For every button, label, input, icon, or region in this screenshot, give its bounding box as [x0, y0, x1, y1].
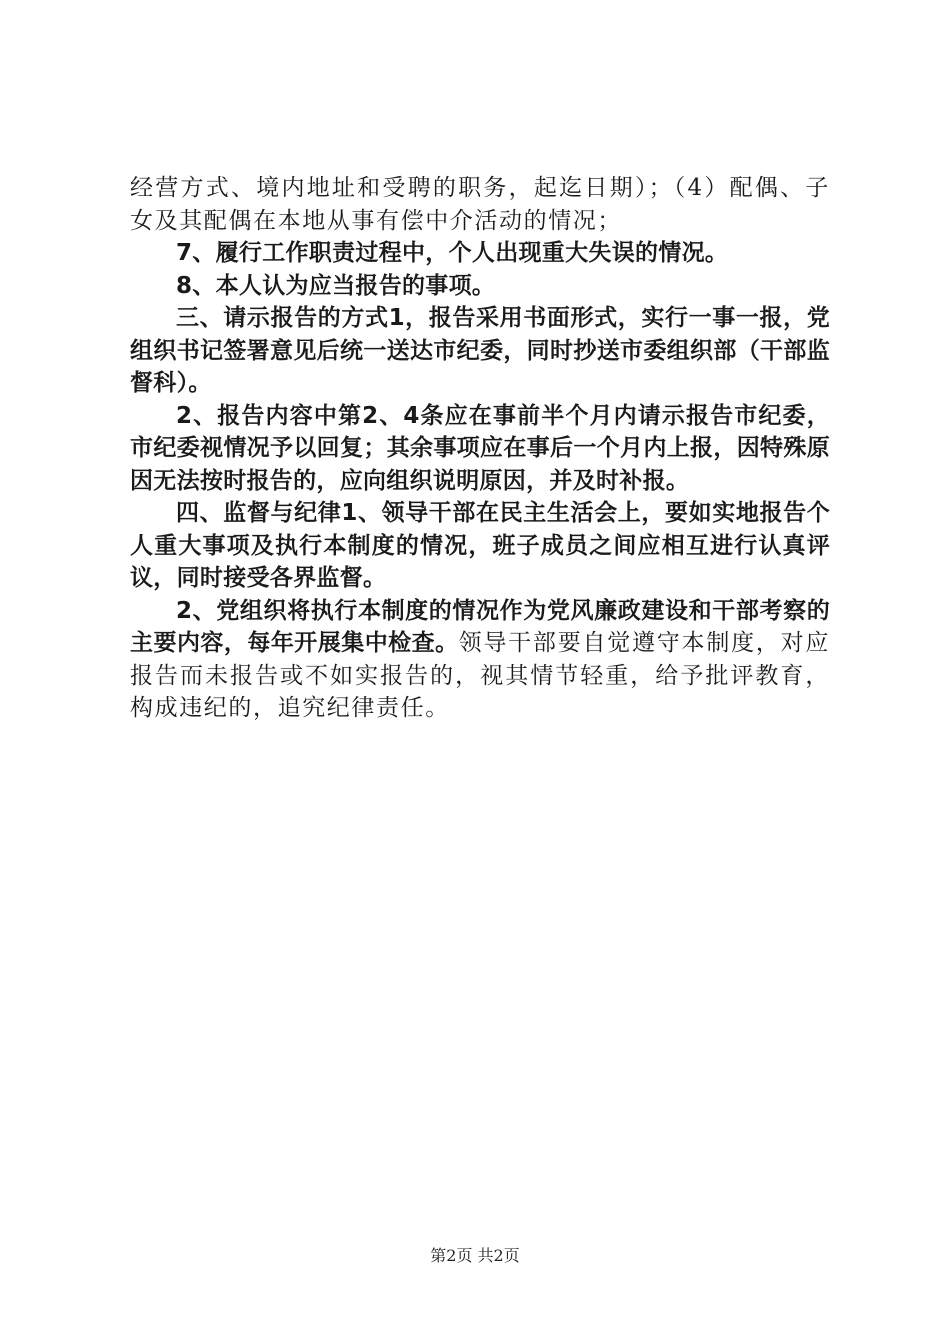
paragraph-1-text: 经营方式、境内地址和受聘的职务，起迄日期）；（4）配偶、子女及其配偶在本地从事有偿中介活动的情况； [130, 175, 830, 234]
paragraph-7-text-light: 领导干部要自觉遵守本制度，对应报告而未报告或不如实报告的，视其情节轻重，给予批评教育，构成违纪的，追究纪律责任。 [130, 630, 831, 721]
paragraph-5-text: 2、报告内容中第2、4条应在事前半个月内请示报告市纪委，市纪委视情况予以回复；其余事项应在事后一个月内上报，因特殊原因无法按时报告的，应向组织说明原因，并及时补报。 [130, 402, 830, 494]
paragraph-2-text: 7、履行工作职责过程中，个人出现重大失误的情况。 [176, 240, 729, 266]
page-footer [0, 1243, 950, 1266]
paragraph-7-text-bold: 2、党组织将执行本制度的情况作为党风廉政建设和干部考察的主要内容，每年开展集中检查。 [130, 597, 830, 656]
paragraph-2 [130, 237, 830, 270]
paragraph-4 [130, 302, 830, 400]
paragraph-3 [130, 270, 830, 303]
paragraph-7 [130, 595, 830, 725]
paragraph-6-text: 四、监督与纪律1、领导干部在民主生活会上，要如实地报告个人重大事项及执行本制度的情况，班子成员之间应相互进行认真评议，同时接受各界监督。 [130, 500, 830, 591]
paragraph-5 [130, 400, 830, 498]
paragraph-4-text: 三、请示报告的方式1，报告采用书面形式，实行一事一报，党组织书记签署意见后统一送达市纪委，同时抄送市委组织部（干部监督科）。 [130, 305, 830, 396]
paragraph-1 [130, 172, 830, 237]
paragraph-6 [130, 497, 830, 595]
paragraph-3-text: 8、本人认为应当报告的事项。 [176, 272, 496, 299]
document-body [130, 172, 830, 725]
page-number-label: 第2页 共2页 [430, 1246, 520, 1265]
